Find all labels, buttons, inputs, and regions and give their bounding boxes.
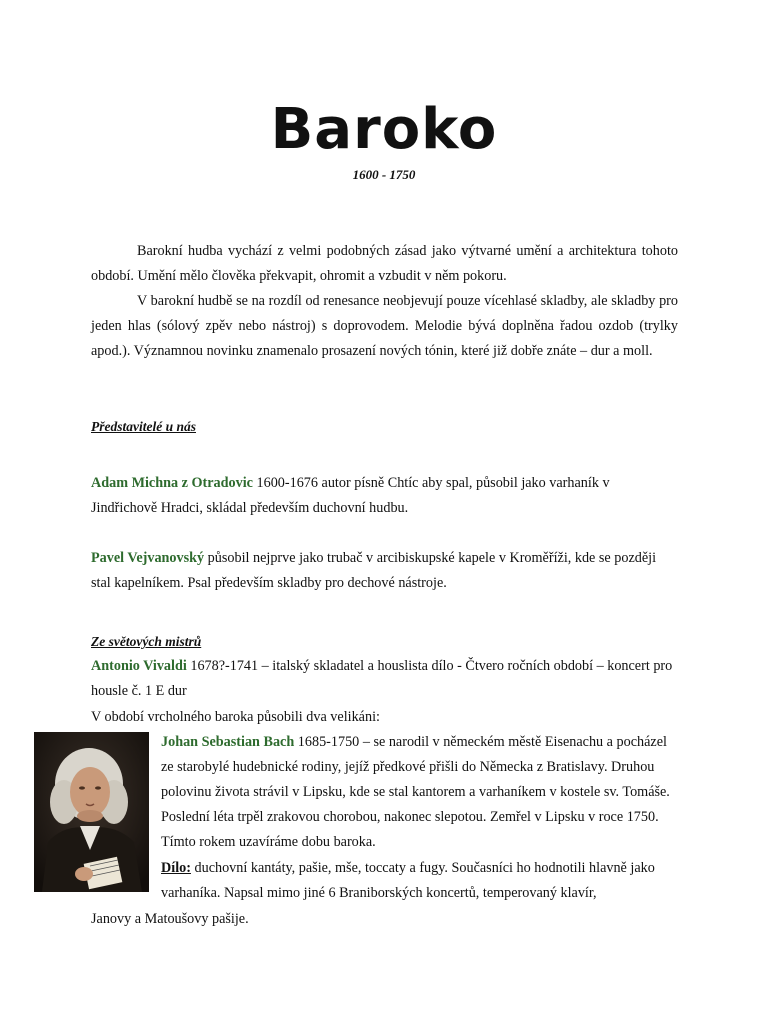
- paragraph-michna: [91, 471, 678, 521]
- intro-paragraph-1: Barokní hudba vychází z velmi podobných zásad jako výtvarné umění a architektura tohoto období. Umění mělo člověka překvapit, ohromit a vzbudit v něm pokoru.: [91, 243, 678, 284]
- era-line: V období vrcholného baroka působili dva velikáni:: [91, 709, 380, 725]
- composer-name-bach: Johan Sebastian Bach: [161, 734, 295, 750]
- section-heading-world: Ze světových mistrů: [91, 634, 202, 649]
- intro-paragraph-2: V barokní hudbě se na rozdíl od renesance neobjevují pouze vícehlasé skladby, ale skladby pro jeden hlas (sólový zpěv nebo nástroj) s doprovodem. Melodie bývá doplněna řadou ozdob (trylky apod.). Významnou novinku znamenalo prosazení nových tónin, které již dobře znáte – dur a moll.: [91, 293, 678, 359]
- composer-name-vejvanovsky: Pavel Vejvanovský: [91, 550, 205, 566]
- paragraph-bach: [161, 730, 681, 855]
- text-vivaldi: 1678?-1741 – italský skladatel a houslista dílo - Čtvero ročních období – koncert pro housle č. 1 E dur: [91, 658, 673, 699]
- bach-portrait-icon: [34, 732, 149, 892]
- dilo-text: duchovní kantáty, pašie, mše, toccaty a fugy. Současníci ho hodnotili hlavně jako varhaníka. Napsal mimo jiné 6 Braniborských koncertů, temperovaný klavír,: [161, 860, 655, 901]
- composer-name-michna: Adam Michna z Otradovic: [91, 475, 253, 491]
- page-subtitle: 1600 - 1750: [352, 167, 416, 182]
- text-michna: 1600-1676 autor písně Chtíc aby spal, působil jako varhaník v Jindřichově Hradci, skládal především duchovní hudbu.: [91, 475, 610, 516]
- paragraph-dilo: [161, 856, 681, 906]
- page-title: Baroko: [270, 97, 498, 162]
- text-vejvanovsky: působil nejprve jako trubač v arcibiskupské kapele v Kroměříži, kde se později stal kapelníkem. Psal především skladby pro dechové nástroje.: [91, 550, 657, 591]
- composer-name-vivaldi: Antonio Vivaldi: [91, 658, 187, 674]
- paragraph-vejvanovsky: [91, 546, 678, 596]
- paragraph-vivaldi: [91, 654, 678, 704]
- dilo-label: Dílo:: [161, 860, 191, 876]
- bach-portrait-image: [34, 732, 149, 892]
- section-heading-local: Představitelé u nás: [91, 419, 196, 434]
- text-bach: 1685-1750 – se narodil v německém městě Eisenachu a pocházel ze starobylé hudebnické rodiny, jejíž předkové přišli do Německa z Bratislavy. Druhou polovinu života strávil v Lipsku, kde se stal kantorem a varhaníkem v kostele sv. Tomáše. Poslední léta trpěl zrakovou chorobou, nakonec slepotou. Zemřel v Lipsku v roce 1750. Tímto rokem uzavíráme dobu baroka.: [161, 734, 670, 850]
- dilo-last-line: Janovy a Matoušovy pašije.: [91, 911, 249, 927]
